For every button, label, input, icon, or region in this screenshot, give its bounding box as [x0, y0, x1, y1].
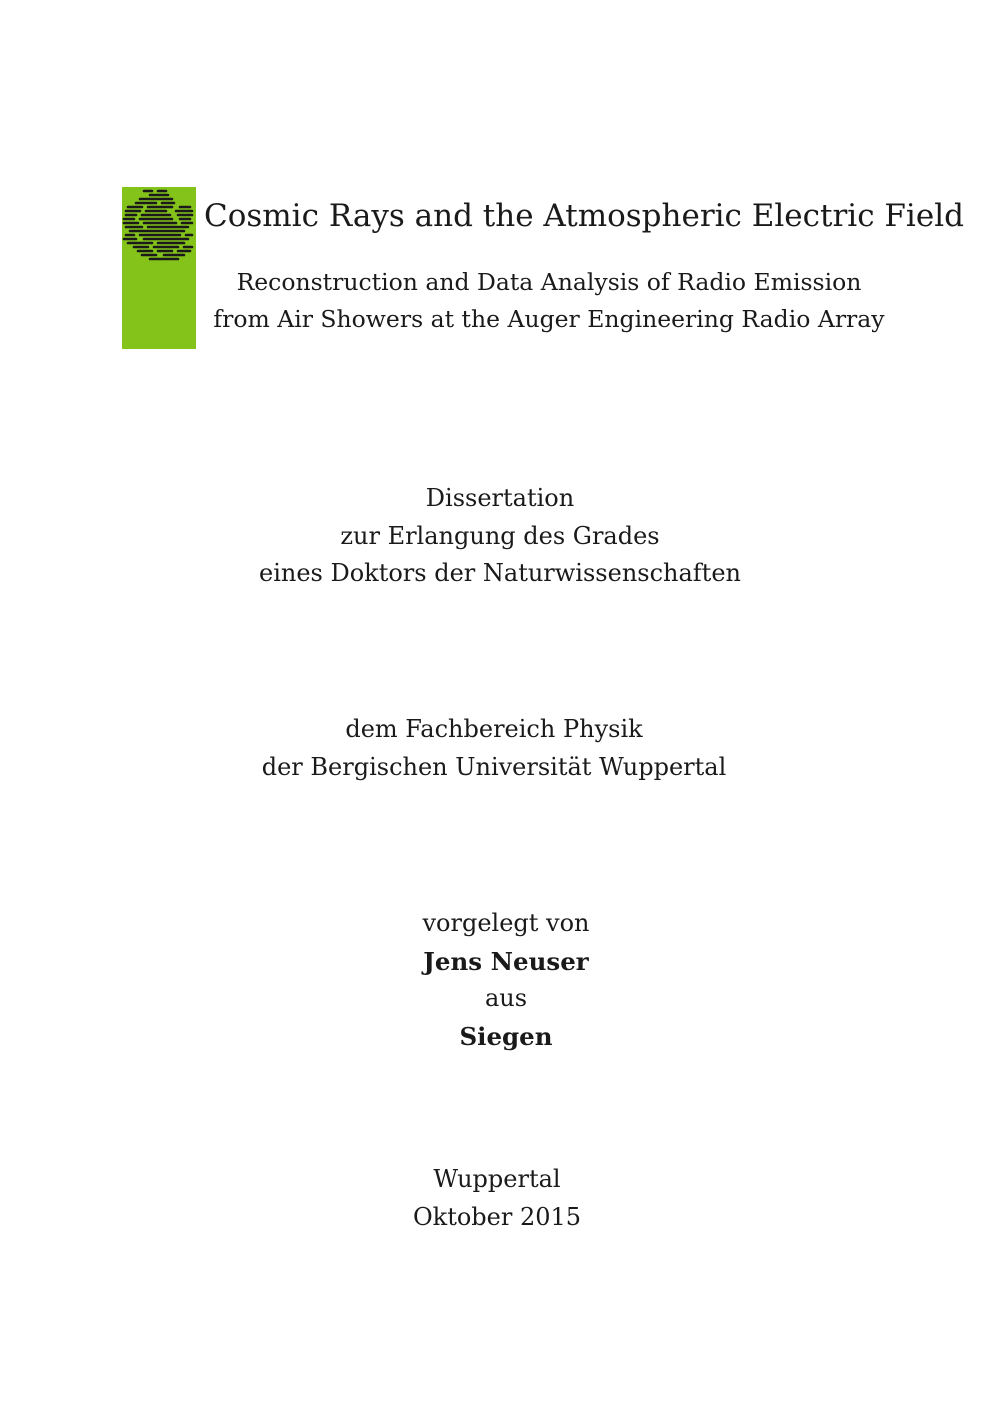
- university-logo: [122, 187, 196, 349]
- place-date-block: [0, 1161, 997, 1236]
- from-label: aus: [484, 984, 528, 1012]
- dissertation-line-1: Dissertation: [425, 484, 575, 512]
- place: Wuppertal: [433, 1165, 561, 1193]
- author-hometown: Siegen: [459, 1021, 553, 1051]
- presented-by-label: vorgelegt von: [422, 909, 590, 937]
- dissertation-line-2: zur Erlangung des Grades: [340, 521, 660, 550]
- thesis-title: Cosmic Rays and the Atmospheric Electric Field: [204, 198, 964, 234]
- dissertation-line-3: eines Doktors der Naturwissenschaften: [258, 559, 741, 587]
- date: Oktober 2015: [412, 1202, 582, 1231]
- faculty-line-2: der Bergischen Universität Wuppertal: [261, 752, 727, 781]
- faculty-line-1: dem Fachbereich Physik: [345, 715, 643, 743]
- subtitle-line-2: from Air Showers at the Auger Engineering Radio Array: [213, 305, 885, 333]
- faculty-statement: [0, 711, 994, 786]
- subtitle-line-1: Reconstruction and Data Analysis of Radio Emission: [236, 268, 862, 296]
- author-block: [6, 905, 1000, 1055]
- dissertation-statement: [0, 480, 1000, 593]
- author-name: Jens Neuser: [423, 946, 589, 976]
- lion-icon: [122, 187, 196, 349]
- thesis-subtitle: [204, 264, 894, 338]
